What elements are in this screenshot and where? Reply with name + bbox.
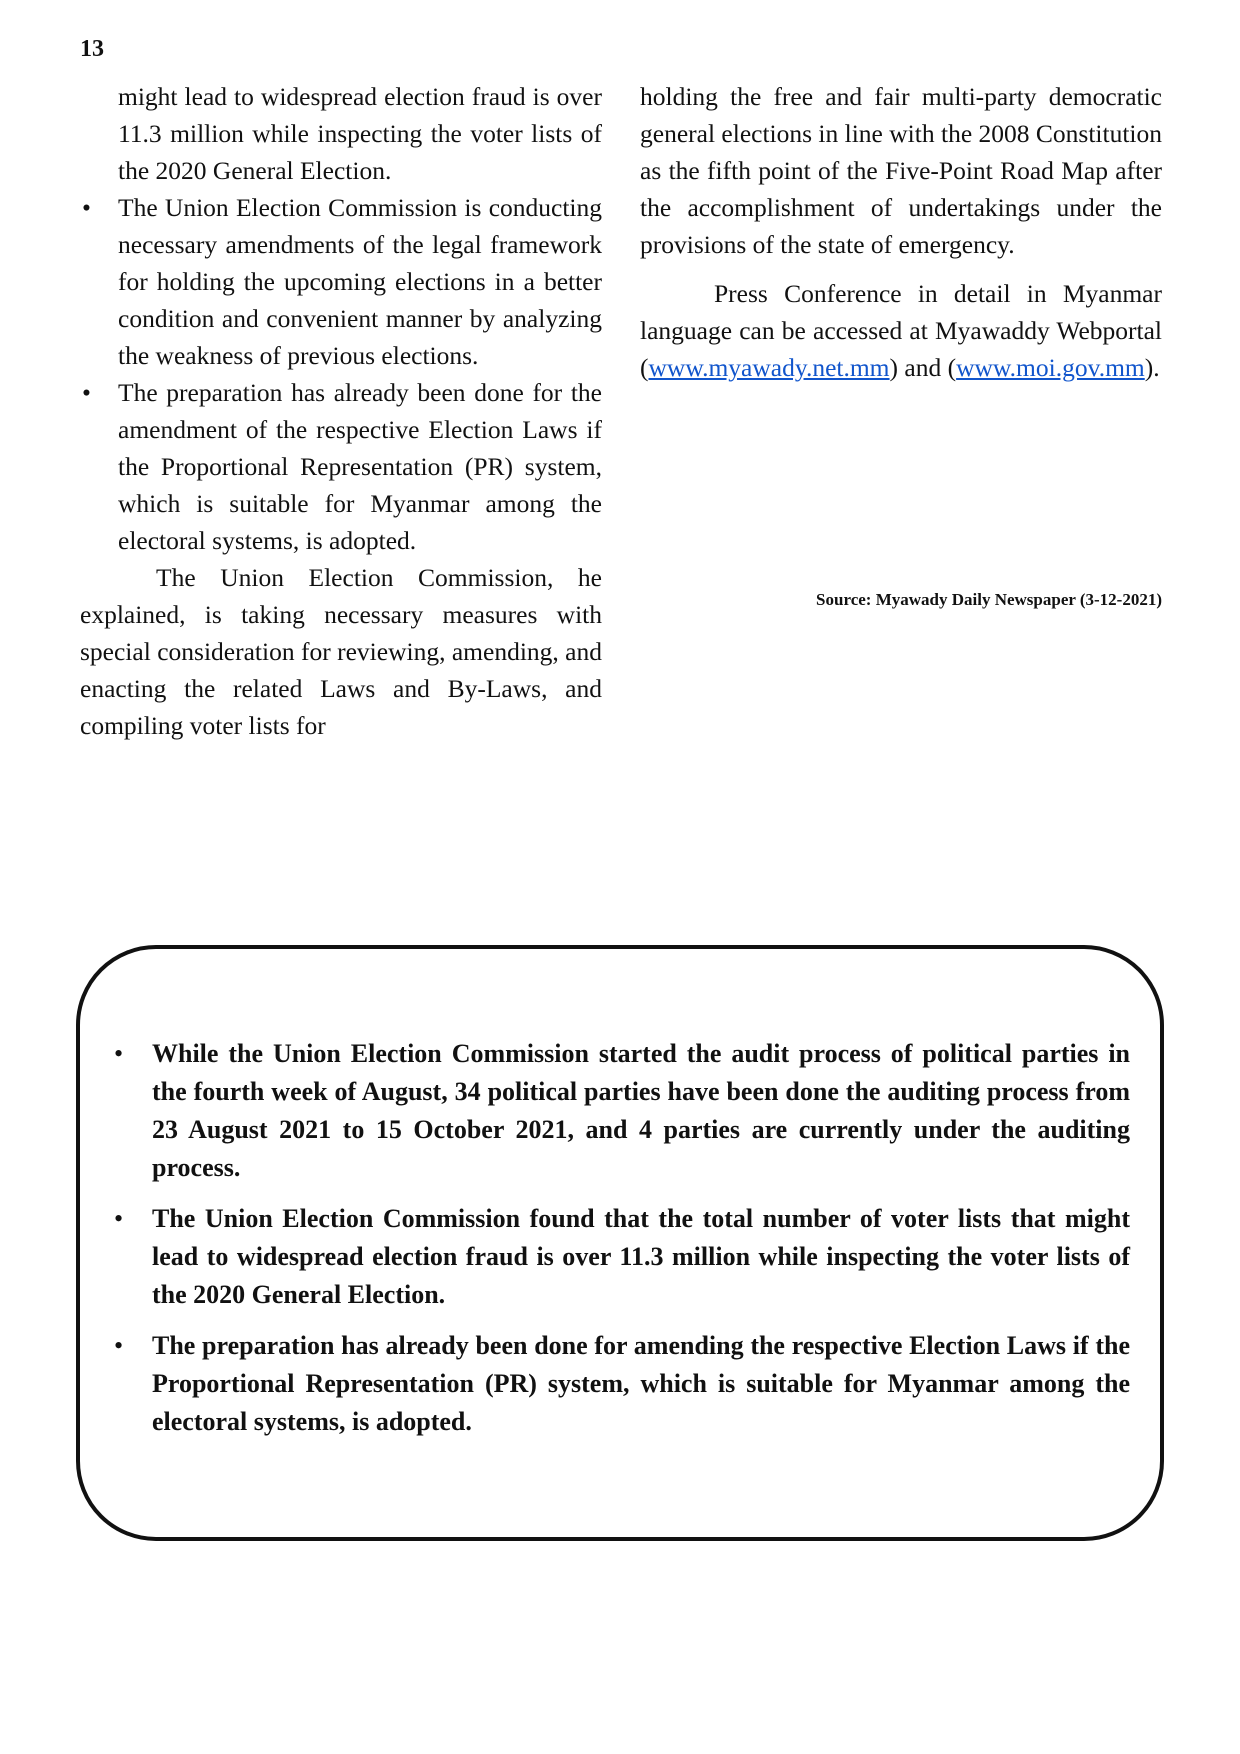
continuation-text: might lead to widespread election fraud is over 11.3 million while inspecting the voter lists of the 2020 General Election. xyxy=(118,82,602,185)
body-paragraph: holding the free and fair multi-party democratic general elections in line with the 2008 Constitution as the fifth point of the Five-Point Road Map after the accomplishment of undertakings under the provisions of the state of emergency. xyxy=(640,82,1162,259)
moi-link[interactable]: www.moi.gov.mm xyxy=(956,353,1145,382)
highlight-item: • The Union Election Commission found that the total number of voter lists that might lead to widespread election fraud is over 11.3 million while inspecting the voter lists of the 2020 General Election. xyxy=(110,1200,1130,1314)
page-number: 13 xyxy=(80,36,104,62)
highlight-item: • While the Union Election Commission started the audit process of political parties in the fourth week of August, 34 political parties have been done the auditing process from 23 August 2021 to 15 October 2021, and 4 parties are currently under the auditing process. xyxy=(110,1035,1130,1187)
paragraph-text: ). xyxy=(1144,353,1160,382)
left-column xyxy=(80,78,602,744)
highlight-list xyxy=(110,1035,1130,1454)
press-conference-paragraph xyxy=(640,275,1162,386)
left-bullet-list xyxy=(80,189,602,559)
body-paragraph: The Union Election Commission, he explained, is taking necessary measures with special consideration for reviewing, amending, and enacting the related Laws and By-Laws, and compiling voter lists for xyxy=(80,563,602,740)
bullet-item: • The preparation has already been done for the amendment of the respective Election Laws if the Proportional Representation (PR) system, which is suitable for Myanmar among the electoral systems, is adopted. xyxy=(80,374,602,559)
highlight-box xyxy=(76,945,1164,1541)
source-citation: Source: Myawady Daily Newspaper (3-12-2021) xyxy=(816,590,1162,609)
bullet-item: • The Union Election Commission is conducting necessary amendments of the legal framework for holding the upcoming elections in a better condition and convenient manner by analyzing the weakness of previous elections. xyxy=(80,189,602,374)
paragraph-text: ) and ( xyxy=(889,353,957,382)
right-column xyxy=(640,78,1162,386)
paragraph-text: Press Conference in detail in Myanmar language can be accessed at Myawaddy Webportal ( xyxy=(640,279,1162,382)
highlight-item: • The preparation has already been done for amending the respective Election Laws if the Proportional Representation (PR) system, which is suitable for Myanmar among the electoral systems, is adopted. xyxy=(110,1327,1130,1441)
myawady-link[interactable]: www.myawady.net.mm xyxy=(648,353,890,382)
